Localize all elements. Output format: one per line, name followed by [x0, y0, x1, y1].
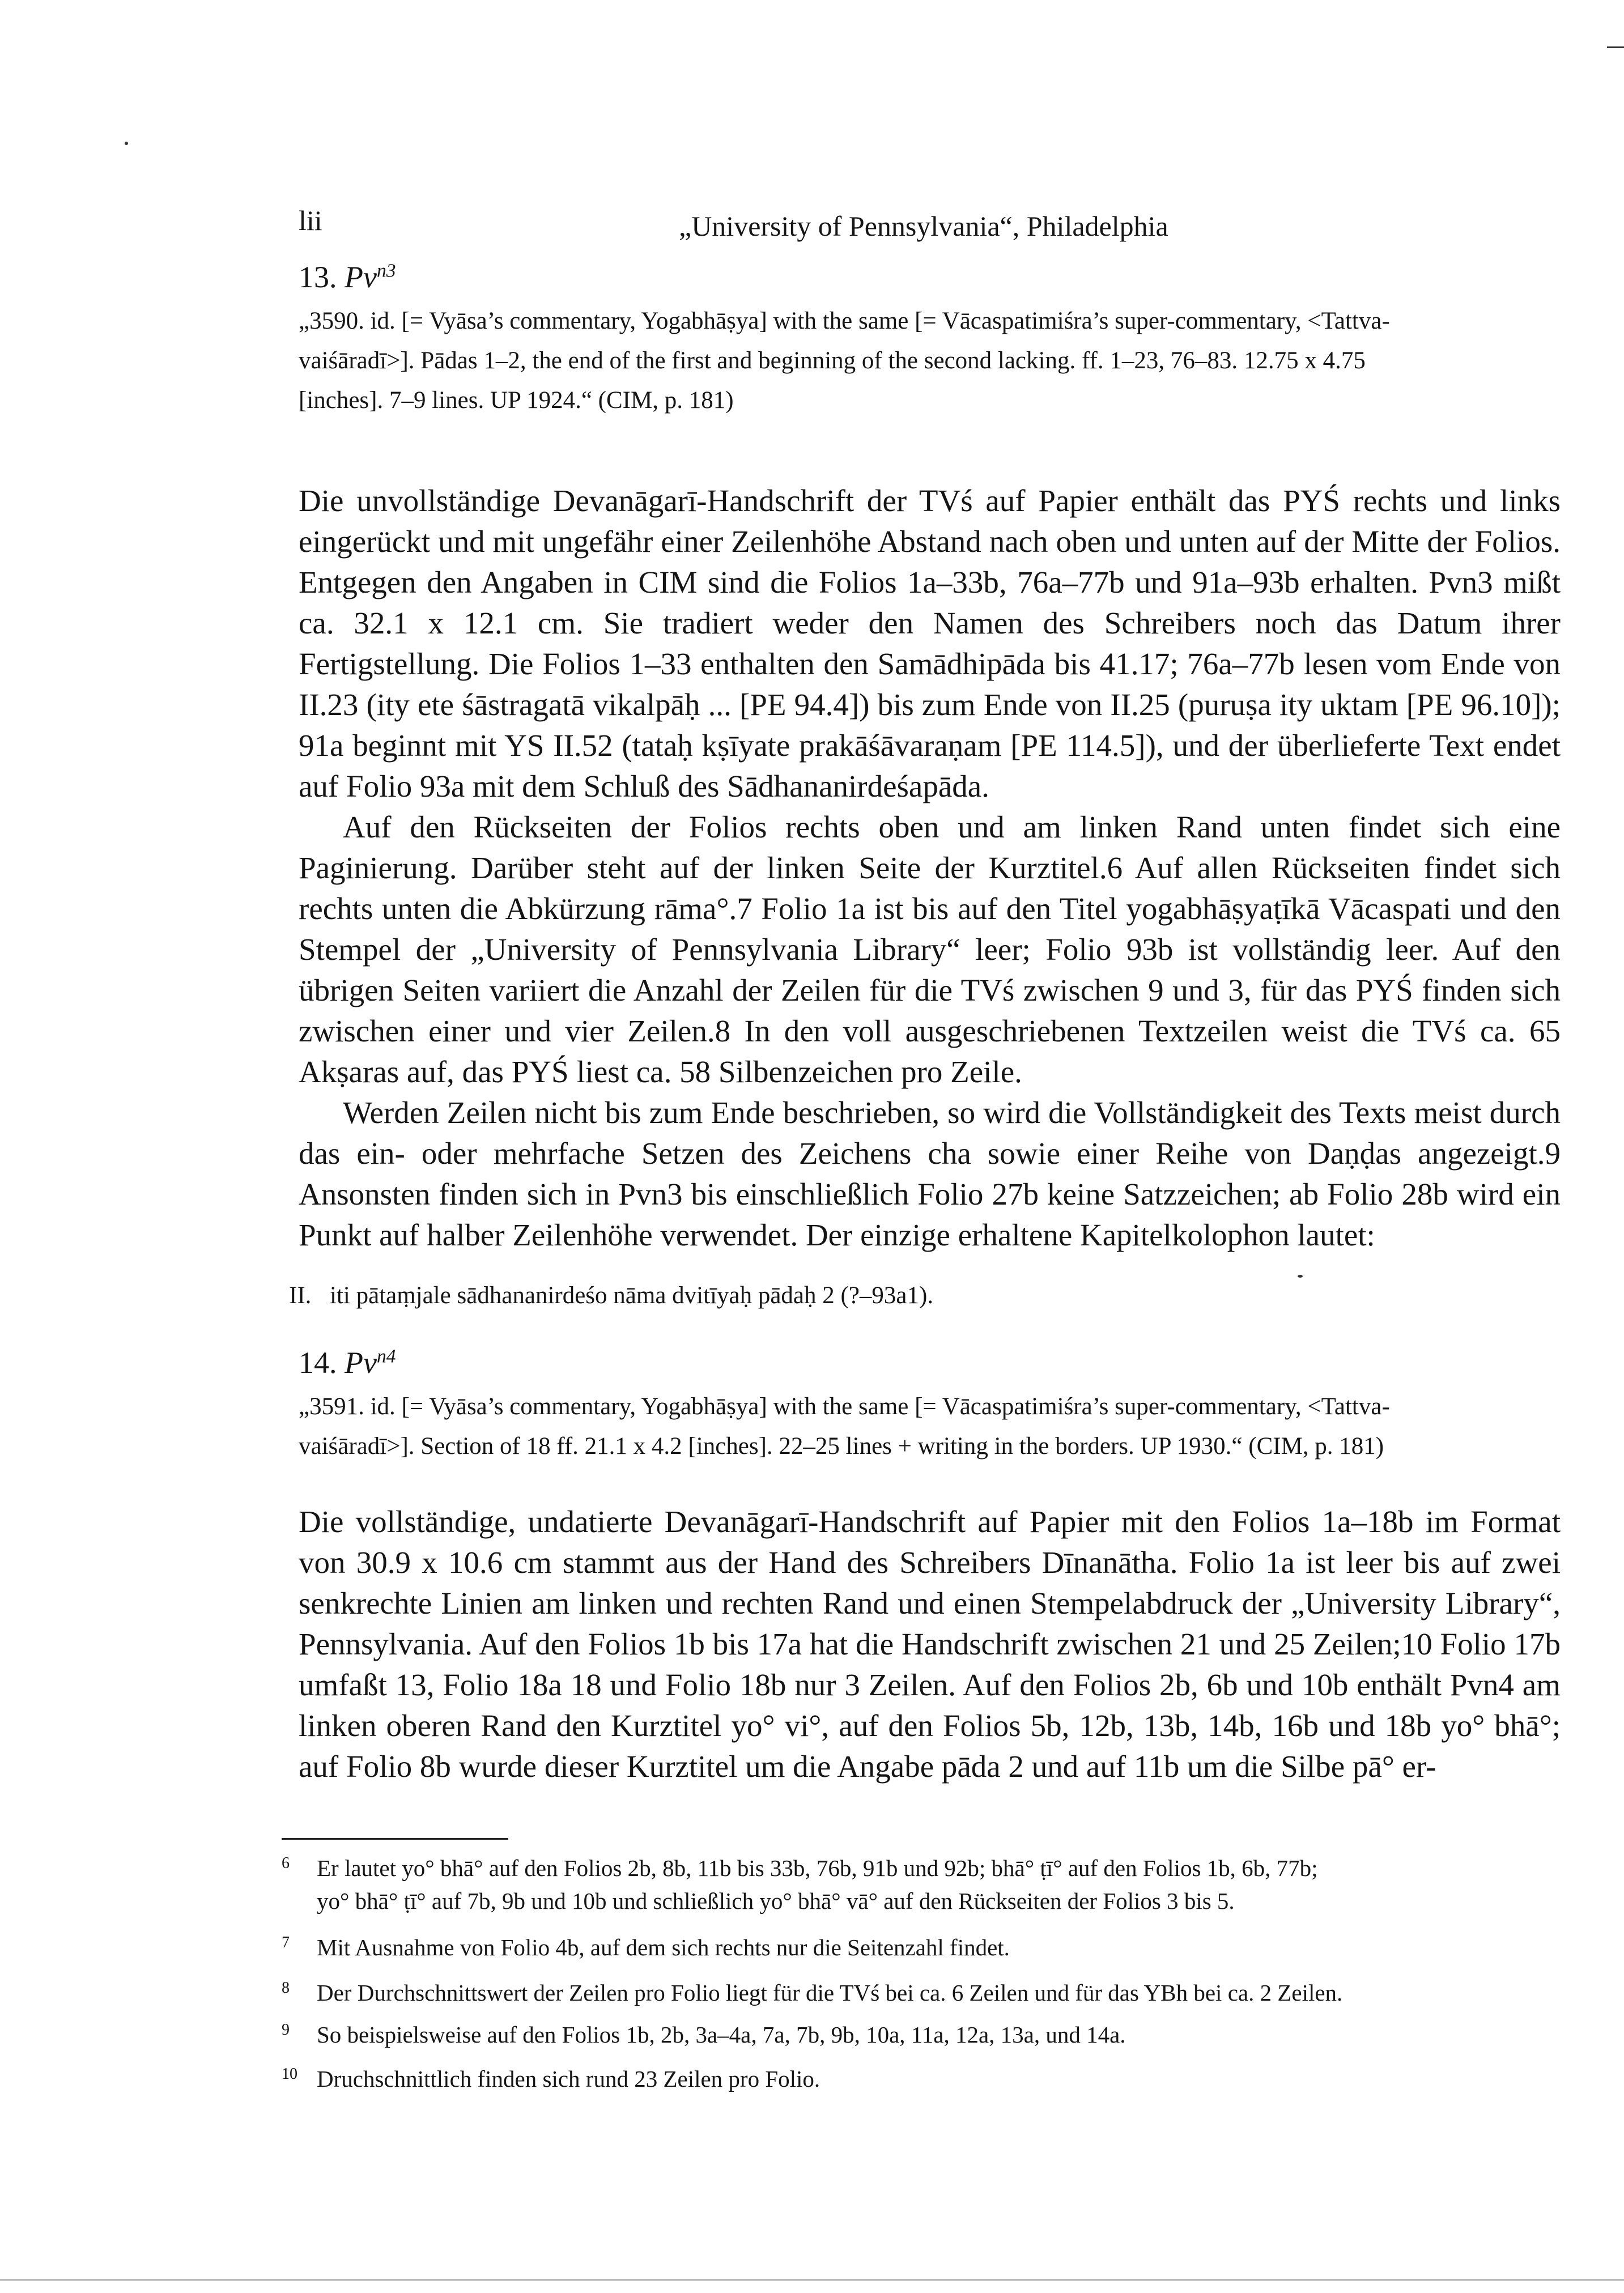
siglum-superscript: n3 [376, 260, 396, 282]
catalogue-entry-14 [299, 1387, 1561, 1466]
description-14 [299, 1501, 1561, 1787]
footnote-7 [282, 1931, 1562, 1964]
footnote-line: Druchschnittlich finden sich rund 23 Zeilen pro Folio. [317, 2066, 820, 2092]
entry-number: 14. [299, 1346, 337, 1380]
footnote-number: 10 [282, 2065, 297, 2083]
footnote-number: 9 [282, 2021, 290, 2039]
paragraph: Die vollständige, undatierte Devanāgarī-Handschrift auf Papier mit den Folios 1a–18b im Format von 30.9 x 10.6 cm stammt aus der Hand des Schreibers Dīnanātha. Folio 1a ist leer bis auf zwei senkrechte Linien am linken und rechten Rand und einen Stempelabdruck der „University Library“, Pennsylvania. Auf den Folios 1b bis 17a hat die Handschrift zwischen 21 und 25 Zeilen;10 Folio 17b umfaßt 13, Folio 18a 18 und Folio 18b nur 3 Zeilen. Auf den Folios 2b, 6b und 10b enthält Pvn4 am linken oberen Rand den Kurztitel yo° vi°, auf den Folios 5b, 12b, 13b, 14b, 16b und 18b yo° bhā°; auf Folio 8b wurde dieser Kurztitel um die Angabe pāda 2 und auf 11b um die Silbe pā° er- [299, 1504, 1561, 1784]
footnote-rule [282, 1838, 508, 1840]
catalogue-line: [inches]. 7–9 lines. UP 1924.“ (CIM, p. 181) [299, 387, 734, 414]
entry-heading-14 [299, 1345, 396, 1380]
footnote-6 [282, 1852, 1562, 1917]
colophon-text: iti pātaṃjale sādhananirdeśo nāma dvitīyaḥ pādaḥ 2 (?–93a1). [330, 1282, 934, 1309]
footnote-number: 7 [282, 1934, 290, 1951]
siglum: Pv [345, 1346, 377, 1380]
scan-edge-line [0, 2279, 1624, 2281]
paragraph: Auf den Rückseiten der Folios rechts oben und am linken Rand unten findet sich eine Paginierung. Darüber steht auf der linken Seite der Kurztitel.6 Auf allen Rückseiten findet sich rechts unten die Abkürzung rāma°.7 Folio 1a ist bis auf den Titel yogabhāṣyaṭīkā Vācaspati und den Stempel der „University of Pennsylvania Library“ leer; Folio 93b ist vollständig leer. Auf den übrigen Seiten variiert die Anzahl der Zeilen für die TVś zwischen 9 und 3, für das PYŚ finden sich zwischen einer und vier Zeilen.8 In den voll ausgeschriebenen Textzeilen weist die TVś ca. 65 Akṣaras auf, das PYŚ liest ca. 58 Silbenzeichen pro Zeile. [299, 810, 1561, 1089]
entry-number: 13. [299, 260, 337, 294]
catalogue-entry-13 [299, 301, 1561, 420]
footnote-number: 6 [282, 1854, 290, 1872]
footnote-8 [282, 1976, 1562, 2009]
catalogue-line: „3591. id. [= Vyāsa’s commentary, Yogabhāṣya] with the same [= Vācaspatimiśra’s super-commentary, <Tattva- [299, 1393, 1390, 1420]
description-13 [299, 480, 1561, 1256]
scan-speck [125, 142, 128, 145]
colophon [289, 1282, 933, 1309]
running-title: „University of Pennsylvania“, Philadelphia [679, 210, 1168, 242]
footnote-line: Mit Ausnahme von Folio 4b, auf dem sich rechts nur die Seitenzahl findet. [317, 1934, 1010, 1960]
footnote-number: 8 [282, 1979, 290, 1997]
siglum-superscript: n4 [376, 1346, 396, 1367]
footnote-line: Er lautet yo° bhā° auf den Folios 2b, 8b, 11b bis 33b, 76b, 91b und 92b; bhā° ṭī° auf den Folios 1b, 6b, 77b; [317, 1855, 1318, 1881]
scan-speck [1607, 46, 1624, 48]
footnote-line: Der Durchschnittswert der Zeilen pro Folio liegt für die TVś bei ca. 6 Zeilen und für das YBh bei ca. 2 Zeilen. [317, 1980, 1343, 2006]
entry-heading-13 [299, 259, 396, 295]
footnote-line: yo° bhā° ṭī° auf 7b, 9b und 10b und schließlich yo° bhā° vā° auf den Rückseiten der Folios 3 bis 5. [317, 1888, 1235, 1914]
paragraph: Die unvollständige Devanāgarī-Handschrift der TVś auf Papier enthält das PYŚ rechts und links eingerückt und mit ungefähr einer Zeilenhöhe Abstand nach oben und unten auf der Mitte der Folios. Entgegen den Angaben in CIM sind die Folios 1a–33b, 76a–77b und 91a–93b erhalten. Pvn3 mißt ca. 32.1 x 12.1 cm. Sie tradiert weder den Namen des Schreibers noch das Datum ihrer Fertigstellung. Die Folios 1–33 enthalten den Samādhipāda bis 41.17; 76a–77b lesen vom Ende von II.23 (ity ete śāstragatā vikalpāḥ ... [PE 94.4]) bis zum Ende von II.25 (puruṣa ity uktam [PE 96.10]); 91a beginnt mit YS II.52 (tataḥ kṣīyate prakāśāvaraṇam [PE 114.5]), und der überlieferte Text endet auf Folio 93a mit dem Schluß des Sādhananirdeśapāda. [299, 483, 1561, 803]
catalogue-line: vaiśāradī>]. Section of 18 ff. 21.1 x 4.2 [inches]. 22–25 lines + writing in the borders. UP 1930.“ (CIM, p. 181) [299, 1433, 1384, 1460]
paragraph: Werden Zeilen nicht bis zum Ende beschrieben, so wird die Vollständigkeit des Texts meist durch das ein- oder mehrfache Setzen des Zeichens cha sowie einer Reihe von Daṇḍas angezeigt.9 Ansonsten finden sich in Pvn3 bis einschließlich Folio 27b keine Satzzeichen; ab Folio 28b wird ein Punkt auf halber Zeilenhöhe verwendet. Der einzige erhaltene Kapitelkolophon lautet: [299, 1095, 1561, 1252]
footnote-line: So beispielsweise auf den Folios 1b, 2b, 3a–4a, 7a, 7b, 9b, 10a, 11a, 12a, 13a, und 14a. [317, 2022, 1126, 2048]
catalogue-line: vaiśāradī>]. Pādas 1–2, the end of the first and beginning of the second lacking. ff. 1–23, 76–83. 12.75 x 4.75 [299, 347, 1366, 374]
footnote-9 [282, 2018, 1562, 2051]
footnote-10 [282, 2062, 1562, 2095]
catalogue-line: „3590. id. [= Vyāsa’s commentary, Yogabhāṣya] with the same [= Vācaspatimiśra’s super-commentary, <Tattva- [299, 308, 1390, 334]
siglum: Pv [345, 260, 377, 294]
scan-speck [1298, 1275, 1303, 1278]
page-number: lii [299, 205, 322, 236]
colophon-number: II. [289, 1282, 312, 1309]
